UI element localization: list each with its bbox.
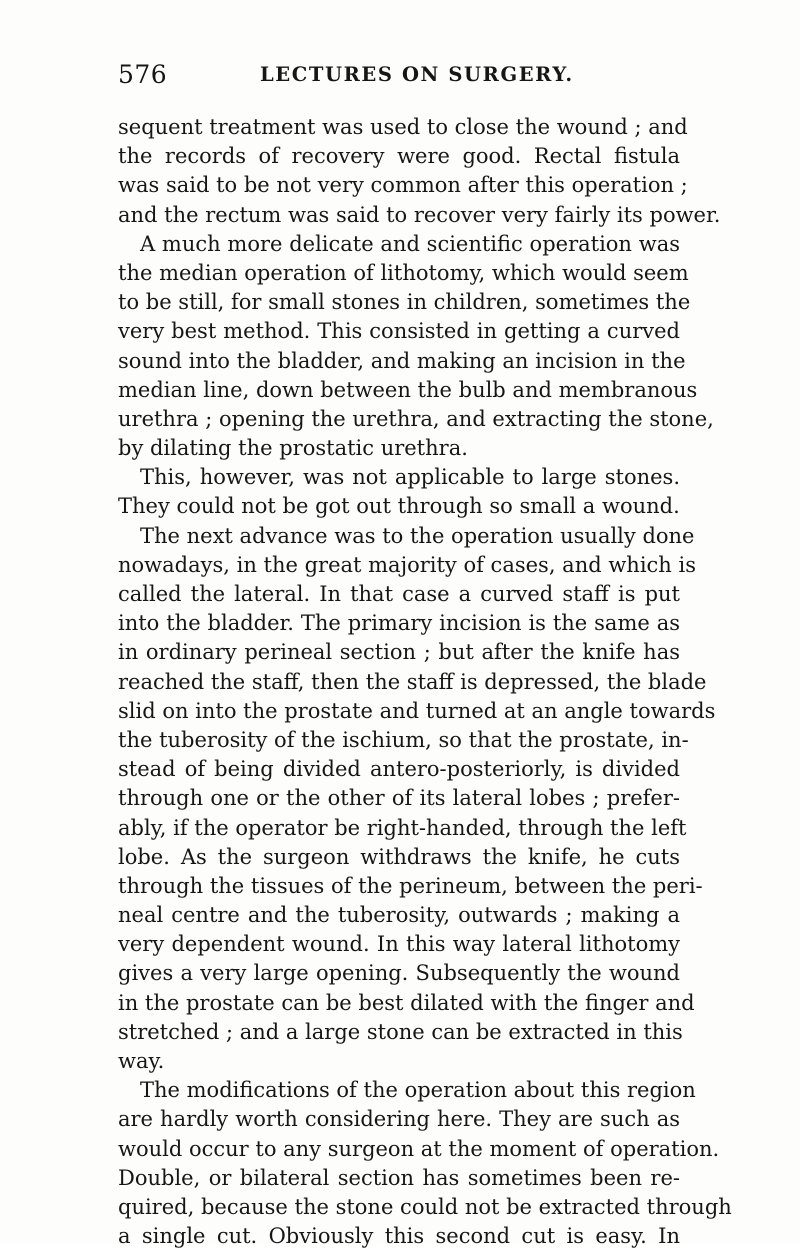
text-line: quired, because the stone could not be extracted through xyxy=(118,1194,732,1219)
text-line: median line, down between the bulb and membranous xyxy=(118,377,698,402)
text-line: a single cut. Obviously this second cut is easy. In xyxy=(118,1224,680,1249)
text-line: lobe. As the surgeon withdraws the knife, he cuts xyxy=(118,844,680,869)
body-text xyxy=(118,113,732,1251)
text-line: The next advance was to the operation usually done xyxy=(140,523,695,548)
text-line: by dilating the prostatic urethra. xyxy=(118,436,468,461)
text-line: reached the staff, then the staff is depressed, the blade xyxy=(118,669,707,694)
text-line: Double, or bilateral section has sometimes been re- xyxy=(118,1165,680,1190)
text-line: urethra ; opening the urethra, and extracting the stone, xyxy=(118,406,714,431)
text-line: The modifications of the operation about this region xyxy=(140,1078,696,1103)
text-line: to be still, for small stones in children, sometimes the xyxy=(118,290,691,315)
text-line: ably, if the operator be right-handed, through the left xyxy=(118,815,687,840)
text-line: in the prostate can be best dilated with the finger and xyxy=(118,990,695,1015)
text-line: the tuberosity of the ischium, so that the prostate, in- xyxy=(118,727,689,752)
running-head xyxy=(118,60,678,92)
text-line: called the lateral. In that case a curved staff is put xyxy=(118,582,680,606)
text-line: sequent treatment was used to close the wound ; and xyxy=(118,115,688,139)
text-line: nowadays, in the great majority of cases, and which is xyxy=(118,552,697,577)
text-line: through the tissues of the perineum, between the peri- xyxy=(118,873,703,898)
text-line: stretched ; and a large stone can be extracted in this xyxy=(118,1019,683,1044)
text-line: are hardly worth considering here. They are such as xyxy=(118,1107,680,1132)
text-line: neal centre and the tuberosity, outwards ; making a xyxy=(118,903,680,928)
text-line: very dependent wound. In this way lateral lithotomy xyxy=(118,932,680,957)
text-line: way. xyxy=(118,1049,165,1073)
text-line: and the rectum was said to recover very fairly its power. xyxy=(118,202,721,227)
text-line: stead of being divided antero-posteriorly, is divided xyxy=(118,757,680,782)
text-line: the median operation of lithotomy, which would seem xyxy=(118,260,689,285)
text-line: very best method. This consisted in getting a curved xyxy=(118,319,680,344)
text-line: This, however, was not applicable to large stones. xyxy=(140,465,680,490)
text-line: the records of recovery were good. Rectal fistula xyxy=(118,144,680,169)
text-line: into the bladder. The primary incision is the same as xyxy=(118,611,680,636)
text-line: slid on into the prostate and turned at an angle towards xyxy=(118,698,716,723)
text-line: in ordinary perineal section ; but after the knife has xyxy=(118,640,680,665)
text-line: A much more delicate and scientific operation was xyxy=(140,231,680,256)
text-line: would occur to any surgeon at the moment of operation. xyxy=(118,1136,720,1161)
text-line: gives a very large opening. Subsequently the wound xyxy=(118,961,680,986)
text-line: sound into the bladder, and making an incision in the xyxy=(118,348,686,373)
page-number: 576 xyxy=(118,60,168,89)
text-line: was said to be not very common after this operation ; xyxy=(118,173,688,198)
text-line: They could not be got out through so small a wound. xyxy=(118,494,680,519)
running-title: LECTURES ON SURGERY. xyxy=(260,63,574,86)
text-line: through one or the other of its lateral lobes ; prefer- xyxy=(118,786,680,811)
